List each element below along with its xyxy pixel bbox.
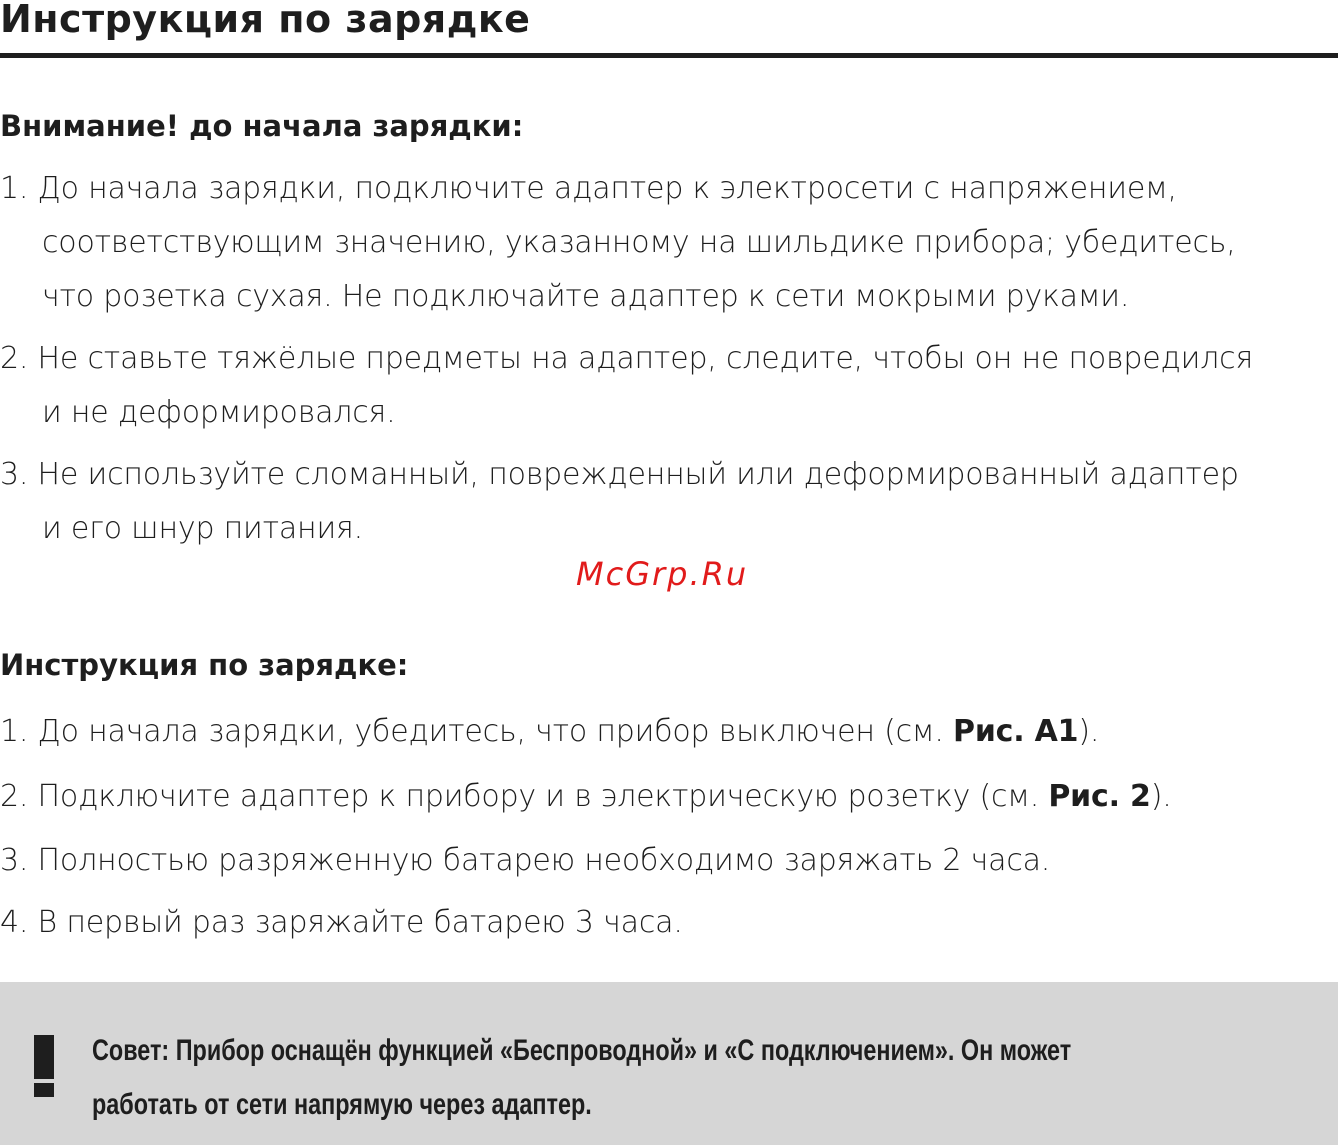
warning-item-3: [0, 448, 1338, 556]
warning-heading: Внимание! до начала зарядки:: [0, 109, 524, 143]
charging-item-1: [0, 705, 1338, 759]
warning-item-2-line-1: 2. Не ставьте тяжёлые предметы на адаптер, следите, чтобы он не повредился: [0, 341, 1254, 376]
charging-item-4: [0, 896, 1338, 950]
charging-item-4-text: 4. В первый раз заряжайте батарею 3 часа.: [0, 905, 683, 940]
charging-item-2-text: 2. Подключите адаптер к прибору и в электрическую розетку (см.: [0, 779, 1049, 814]
charging-item-3-text: 3. Полностью разряженную батарею необходимо заряжать 2 часа.: [0, 843, 1051, 878]
charging-heading: Инструкция по зарядке:: [0, 648, 409, 682]
exclamation-icon: [34, 1035, 56, 1097]
figure-ref-a1: Рис. А1: [953, 714, 1079, 749]
title-divider: [0, 53, 1338, 58]
warning-item-3-line-2: и его шнур питания.: [42, 511, 363, 546]
warning-item-2: [0, 332, 1338, 440]
charging-item-2: [0, 770, 1338, 824]
tip-line-1: Совет: Прибор оснащён функцией «Беспроводной» и «С подключением». Он может: [92, 1034, 1072, 1067]
figure-ref-2: Рис. 2: [1048, 779, 1151, 814]
charging-item-2-suffix: ).: [1150, 779, 1172, 814]
warning-item-1-line-1: 1. До начала зарядки, подключите адаптер к электросети с напряжением,: [0, 171, 1177, 206]
warning-item-3-line-1: 3. Не используйте сломанный, поврежденный или деформированный адаптер: [0, 457, 1239, 492]
charging-item-1-suffix: ).: [1078, 714, 1100, 749]
warning-item-1-line-2: соответствующим значению, указанному на шильдике прибора; убедитесь,: [42, 225, 1236, 260]
warning-item-2-line-2: и не деформировался.: [42, 395, 396, 430]
warning-item-1: [0, 162, 1338, 324]
warning-item-1-line-3: что розетка сухая. Не подключайте адаптер к сети мокрыми руками.: [42, 279, 1130, 314]
charging-item-3: [0, 834, 1338, 888]
page-title: Инструкция по зарядке: [0, 0, 531, 41]
charging-item-1-text: 1. До начала зарядки, убедитесь, что прибор выключен (см.: [0, 714, 954, 749]
tip-line-2: работать от сети напрямую через адаптер.: [92, 1088, 592, 1121]
watermark-link[interactable]: McGrp.Ru: [576, 555, 749, 593]
tip-text: [92, 1024, 1071, 1132]
